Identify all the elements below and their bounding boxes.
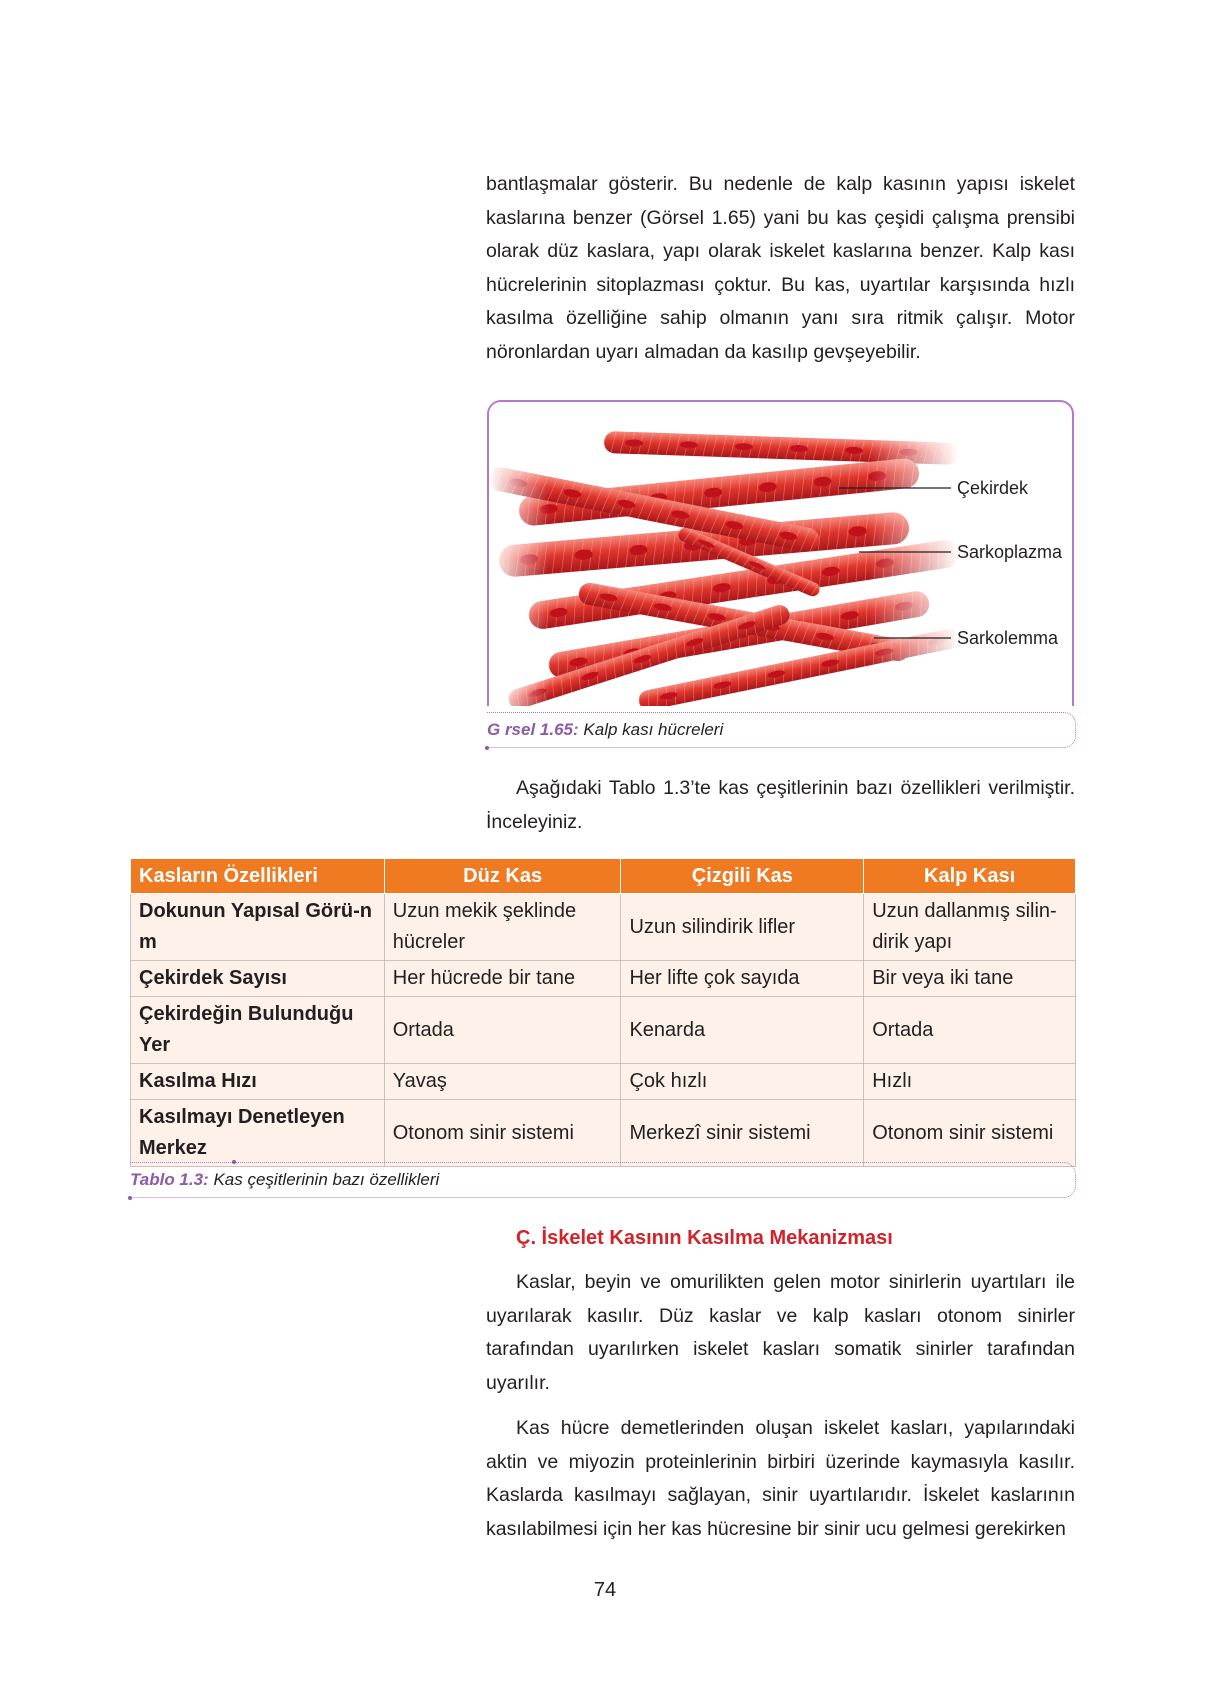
table-cell: Otonom sinir sistemi xyxy=(384,1100,621,1167)
figure-caption-text xyxy=(487,720,723,740)
body-paragraph: Kaslar, beyin ve omurilikten gelen motor sinirlerin uyartıları ile uyarılarak kasılır. Düz kaslar ve kalp kasları otonom sinirler tarafından uyarılırken iskelet kasları somatik sinirler tarafından uyarılır. xyxy=(486,1271,1075,1394)
table-caption-body: Kas çeşitlerinin bazı özellikleri xyxy=(213,1170,440,1189)
table-cell: Ortada xyxy=(864,997,1076,1064)
row-heading: Dokunun Yapısal Görü-n m xyxy=(131,894,385,961)
table-cell: Uzun dallanmış silin-dirik yapı xyxy=(864,894,1076,961)
table-intro-paragraph: Aşağıdaki Tablo 1.3’te kas çeşitlerinin bazı özellikleri verilmiştir. İnceleyiniz. xyxy=(486,777,1075,833)
table-cell: Bir veya iki tane xyxy=(864,961,1076,997)
intro-paragraph: bantlaşmalar gösterir. Bu nedenle de kalp kasının yapısı iskelet kaslarına benzer (Görsel 1.65) yani bu kas çeşidi çalışma prensibi olarak düz kaslara, yapı olarak iskelet kaslarına benzer. Kalp kası hücrelerinin sitoplazması çoktur. Bu kas, uyartılar karşısında hızlı kasılma özelliğine sahip olmanın yanı sıra ritmik çalışır. Motor nöronlardan uyarı almadan da kasılıp gevşeyebilir. xyxy=(486,173,1075,363)
figure-caption-label: G rsel 1.65: xyxy=(487,720,579,739)
caption-dot xyxy=(485,746,489,750)
label-sarcolemma: Sarkolemma xyxy=(957,628,1059,648)
muscle-properties-table xyxy=(130,858,1076,1167)
table-cell: Merkezî sinir sistemi xyxy=(621,1100,864,1167)
row-heading: Çekirdek Sayısı xyxy=(131,961,385,997)
caption-dot xyxy=(232,1160,236,1164)
table-cell: Hızlı xyxy=(864,1064,1076,1100)
table-row xyxy=(131,961,1076,997)
figure-caption-body: Kalp kası hücreleri xyxy=(583,720,724,739)
table-row xyxy=(131,1064,1076,1100)
cardiac-muscle-figure xyxy=(487,400,1074,706)
table-row xyxy=(131,894,1076,961)
row-heading: Çekirdeğin Bulunduğu Yer xyxy=(131,997,385,1064)
table-cell: Çok hızlı xyxy=(621,1064,864,1100)
row-heading: Kasılma Hızı xyxy=(131,1064,385,1100)
figure-caption xyxy=(487,712,1076,748)
label-sarcoplasm: Sarkoplazma xyxy=(957,542,1063,562)
caption-dot xyxy=(128,1196,132,1200)
cardiac-muscle-illustration xyxy=(489,402,1072,706)
table-row xyxy=(131,997,1076,1064)
table-header: Kasların Özellikleri xyxy=(131,859,385,894)
table-cell: Uzun silindirik lifler xyxy=(621,894,864,961)
table-cell: Otonom sinir sistemi xyxy=(864,1100,1076,1167)
body-paragraph: Kas hücre demetlerinden oluşan iskelet kasları, yapılarındaki aktin ve miyozin proteinlerinin birbiri üzerinde kaymasıyla kasılır. Kaslarda kasılmayı sağlayan, sinir uyartılarıdır. İskelet kaslarının kasılabilmesi için her kas hücresine bir sinir ucu gelmesi gerekirken xyxy=(486,1417,1075,1540)
table-caption xyxy=(130,1162,1076,1198)
table-caption-label: Tablo 1.3: xyxy=(130,1170,209,1189)
label-nucleus: Çekirdek xyxy=(957,478,1029,498)
section-heading: Ç. İskelet Kasının Kasılma Mekanizması xyxy=(516,1227,893,1249)
table-cell: Ortada xyxy=(384,997,621,1064)
table-caption-text xyxy=(130,1170,439,1190)
table-cell: Yavaş xyxy=(384,1064,621,1100)
table-cell: Her hücrede bir tane xyxy=(384,961,621,997)
table-cell: Kenarda xyxy=(621,997,864,1064)
table-header: Çizgili Kas xyxy=(621,859,864,894)
table-cell: Uzun mekik şeklinde hücreler xyxy=(384,894,621,961)
table-header-row xyxy=(131,859,1076,894)
table-cell: Her lifte çok sayıda xyxy=(621,961,864,997)
table-row xyxy=(131,1100,1076,1167)
row-heading: Kasılmayı Denetleyen Merkez xyxy=(131,1100,385,1167)
table-header: Kalp Kası xyxy=(864,859,1076,894)
table-header: Düz Kas xyxy=(384,859,621,894)
page-number: 74 xyxy=(593,1579,617,1601)
